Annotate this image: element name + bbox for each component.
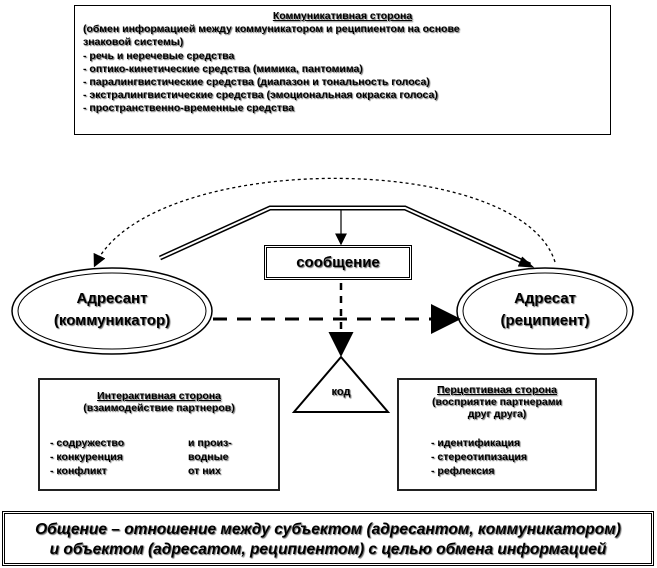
perceptive-subtitle: друг друга) [467,408,527,420]
derived-line: и произ- [188,437,232,449]
interactive-subtitle: (взаимодействие партнеров) [83,402,235,414]
interactive-item: - конкуренция [50,451,123,463]
perceptive-subtitle: (восприятие партнерами [432,396,562,408]
addressee-label [462,288,628,332]
addressee-subtitle: (реципиент) [500,312,590,329]
perceptive-item: - стереотипизация [431,451,527,463]
definition-line: и объектом (адресатом, реципиентом) с целью обмена информацией [49,541,607,558]
communicative-line: - оптико-кинетические средства (мимика, пантомима) [83,62,363,75]
communicative-line: (обмен информацией между коммуникатором и реципиентом на основе [83,23,460,36]
communicative-line: - пространственно-временные средства [83,102,295,115]
interactive-item: - содружество [50,437,125,449]
communicative-line: - экстралингвистические средства (эмоциональная окраска голоса) [83,89,438,102]
definition-box [2,511,654,566]
perceptive-item: - идентификация [431,437,521,449]
communicative-line: - речь и неречевые средства [83,49,235,62]
perceptive-item: - рефлексия [431,465,495,477]
perceptive-side-box [397,378,597,491]
code-triangle [294,357,388,412]
addresser-title: Адресант [76,290,148,307]
message-label: сообщение [296,254,380,271]
communicative-line: - паралингвистические средства (диапазон и тональность голоса) [83,76,430,89]
perceptive-title: Перцептивная сторона [437,384,557,396]
derived-line: водные [188,451,229,463]
message-box [264,245,412,280]
definition-line: Общение – отношение между субъектом (адресантом, коммуникатором) [35,521,621,538]
interactive-side-box [38,378,280,491]
derived-line: от них [188,465,221,477]
addresser-subtitle: (коммуникатор) [53,312,171,329]
addressee-title: Адресат [514,290,576,307]
communicative-line: знаковой системы) [83,36,184,49]
code-label: код [331,386,351,398]
communicative-side-box [74,5,611,135]
addresser-label [22,288,202,332]
interactive-item: - конфликт [50,465,107,477]
interactive-title: Интерактивная сторона [97,390,221,402]
communicative-title: Коммуникативная сторона [272,10,413,22]
